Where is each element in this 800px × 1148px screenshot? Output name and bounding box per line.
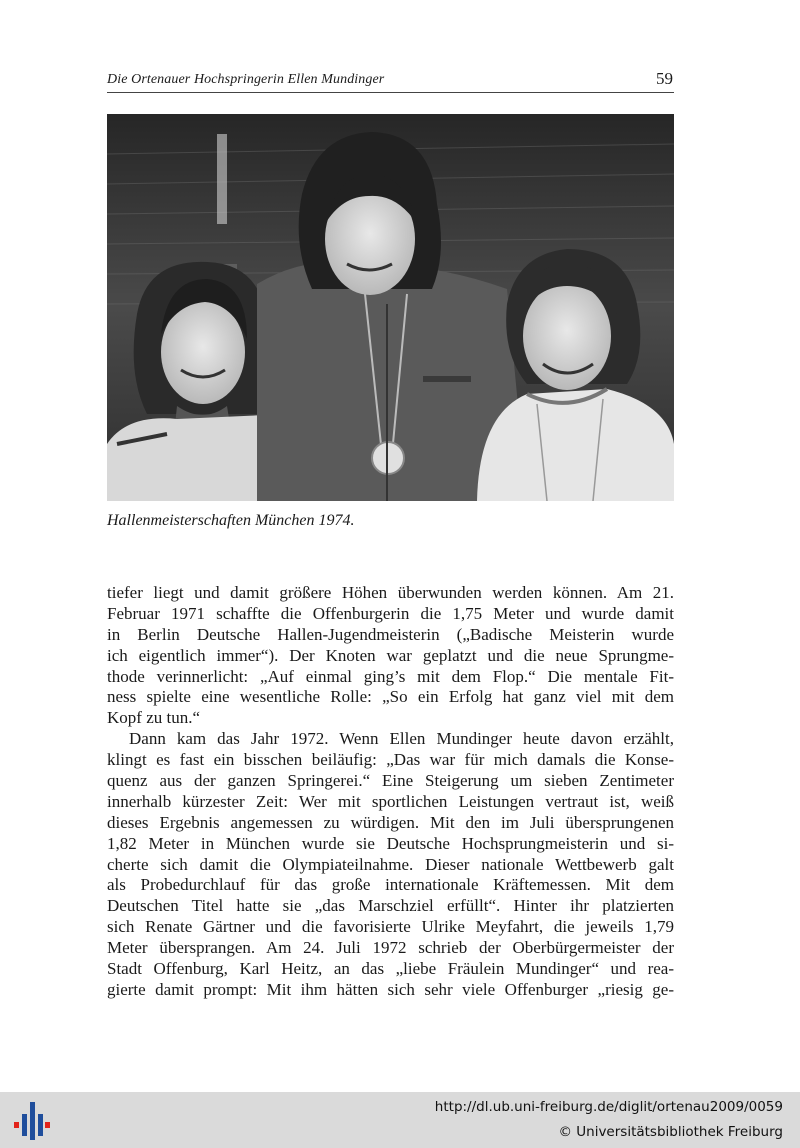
text-line: Dann kam das Jahr 1972. Wenn Ellen Mundinger heute davon erzählt, (129, 729, 674, 749)
text-line: als Probedurchlauf für das große internationale Kräftemessen. Mit dem (107, 875, 674, 895)
podium-photo (107, 114, 674, 501)
text-line: gierte damit prompt: Mit ihm hätten sich sehr viele Offenburger „riesig ge- (107, 979, 674, 999)
running-head (107, 70, 674, 93)
viewer-footer (0, 1092, 800, 1148)
text-line: ness spielte eine wesentliche Rolle: „So ein Erfolg hat ganz viel mit dem (107, 687, 674, 707)
text-line: Kopf zu tun.“ (107, 708, 201, 728)
body-text (107, 583, 674, 1001)
text-line: Meter übersprangen. Am 24. Juli 1972 schrieb der Oberbürgermeister der (107, 938, 674, 958)
podium-photo-illustration (107, 114, 674, 501)
text-line: thode verinnerlicht: „Auf einmal ging’s mit dem Flop.“ Die mentale Fit- (107, 666, 674, 686)
text-line: ich eigentlich immer“). Der Knoten war geplatzt und die neue Sprungme- (107, 645, 674, 665)
text-line: Stadt Offenburg, Karl Heitz, an das „liebe Fräulein Mundinger“ und rea- (107, 959, 674, 979)
text-line: cherte sich damit die Olympiateilnahme. Dieser nationale Wettbewerb galt (107, 854, 674, 874)
copyright-text: © Universitätsbibliothek Freiburg (558, 1124, 783, 1140)
figure-caption: Hallenmeisterschaften München 1974. (107, 512, 355, 529)
text-line: tiefer liegt und damit größere Höhen überwunden werden können. Am 21. (107, 583, 674, 602)
text-line: Deutschen Titel hatte sie „das Marschziel erfüllt“. Hinter ihr platzierten (107, 896, 674, 916)
text-line: 1,82 Meter in München wurde sie Deutsche Hochsprungmeisterin und si- (107, 833, 674, 853)
page-number: 59 (656, 69, 673, 88)
text-line: klingt es fast ein bisschen beiläufig: „Das war für mich damals die Konse- (107, 750, 674, 770)
text-line: sich Renate Gärtner und die favorisierte Ulrike Meyfahrt, die jeweils 1,79 (107, 917, 674, 937)
text-line: innerhalb kürzester Zeit: Wer mit sportlichen Leistungen vertraut ist, weiß (107, 791, 674, 811)
text-line: quenz aus der ganzen Springerei.“ Eine Steigerung um sieben Zentimeter (107, 771, 674, 791)
library-logo-icon[interactable] (13, 1100, 51, 1142)
running-title: Die Ortenauer Hochspringerin Ellen Mundinger (107, 72, 385, 87)
text-line: Februar 1971 schaffte die Offenburgerin die 1,75 Meter und wurde damit (107, 603, 674, 623)
text-line: in Berlin Deutsche Hallen-Jugendmeisterin („Badische Meisterin wurde (107, 624, 674, 644)
text-line: dieses Ergebnis angemessen zu würdigen. Mit den im Juli übersprungenen (107, 812, 674, 832)
document-url[interactable]: http://dl.ub.uni-freiburg.de/diglit/ortenau2009/0059 (434, 1099, 783, 1115)
